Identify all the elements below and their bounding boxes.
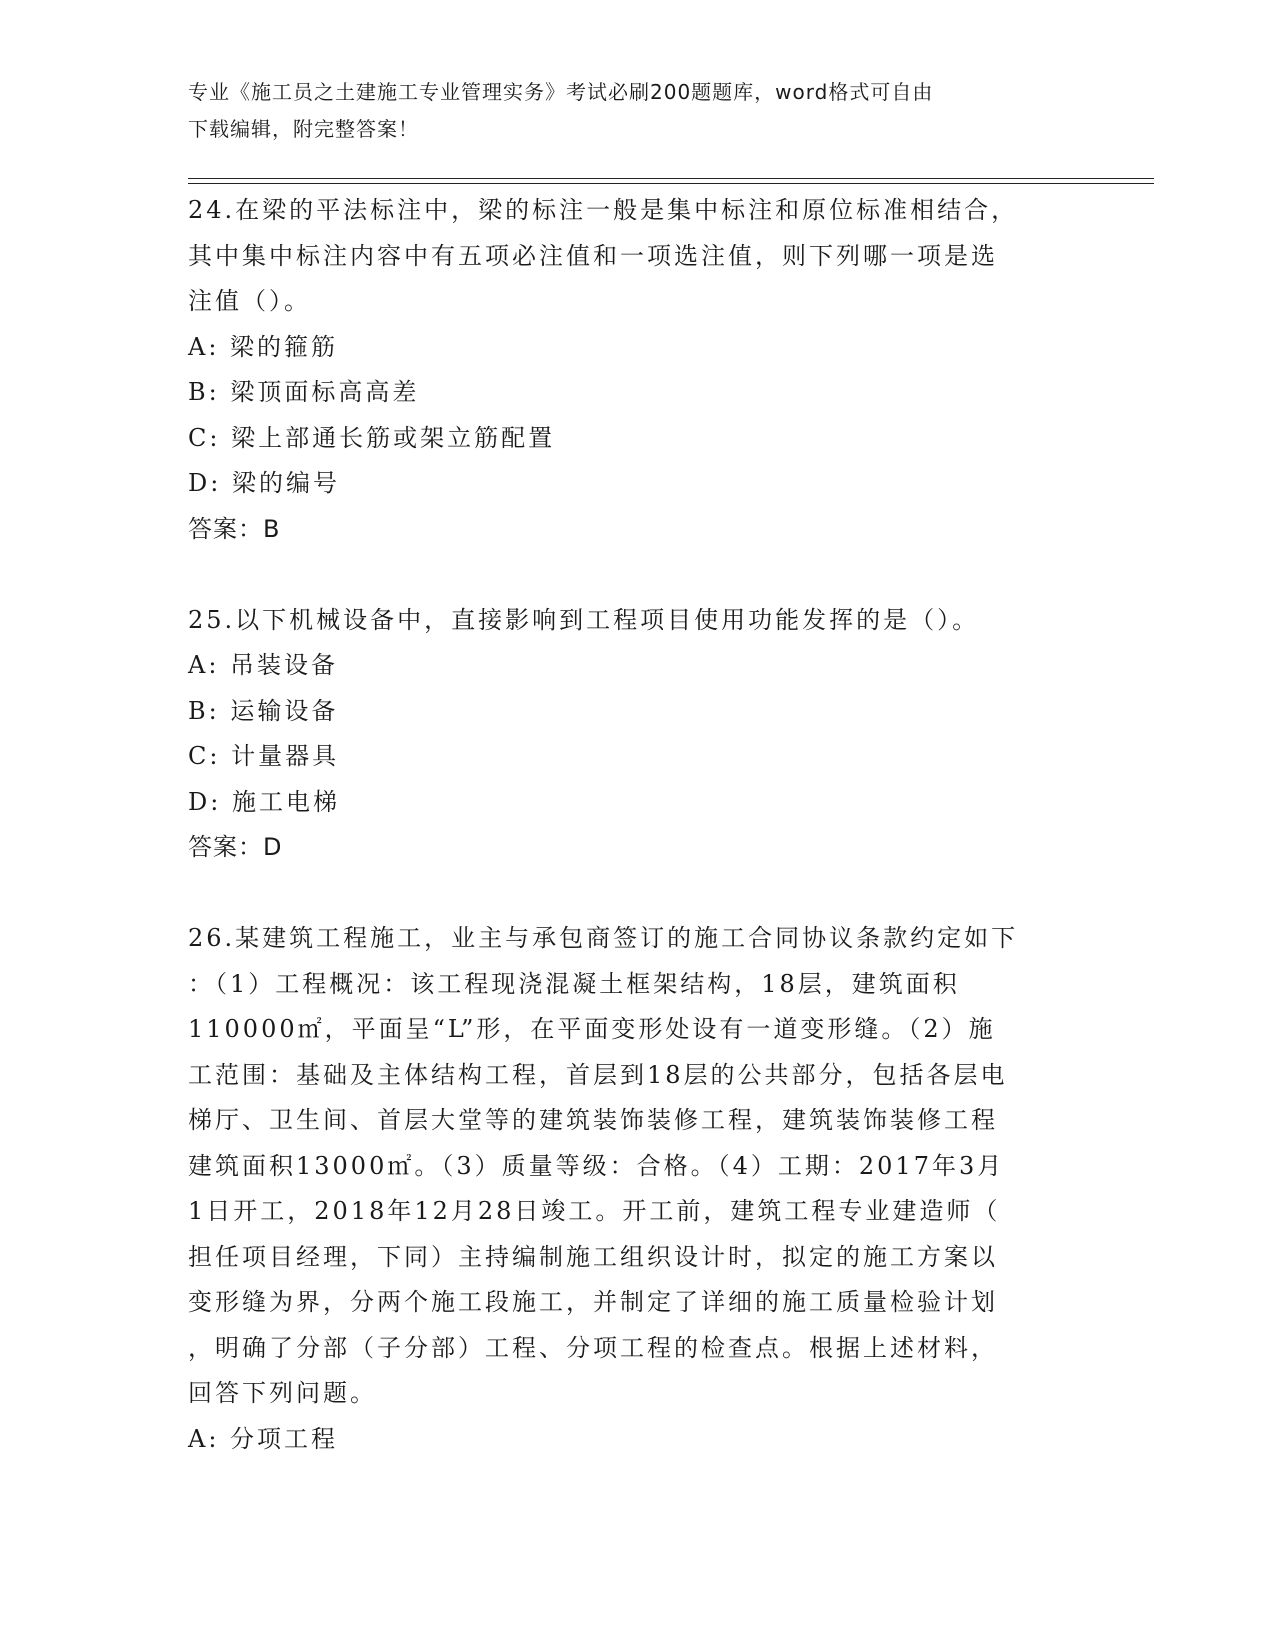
question-text-line: 其中集中标注内容中有五项必注值和一项选注值，则下列哪一项是选	[188, 241, 998, 270]
header-divider-bottom	[188, 183, 1154, 184]
option-d: D: 梁的编号	[188, 469, 340, 497]
question-text-line: 110000㎡，平面呈“L”形，在平面变形处设有一道变形缝。（2）施	[188, 1015, 996, 1043]
option-a: A: 梁的箍筋	[188, 332, 339, 361]
question-text-line: ：（1）工程概况：该工程现浇混凝土框架结构，18层，建筑面积	[188, 969, 960, 998]
option-a: A: 分项工程	[188, 1424, 339, 1453]
question-26	[188, 916, 1088, 1462]
question-text-line: 回答下列问题。	[188, 1379, 377, 1407]
question-text-line: 24.在梁的平法标注中，梁的标注一般是集中标注和原位标准相结合，	[188, 196, 1019, 224]
header-divider-top	[188, 178, 1154, 179]
question-text-line: 建筑面积13000㎡。（3）质量等级：合格。（4）工期：2017年3月	[188, 1151, 1005, 1180]
question-text-line: 1日开工，2018年12月28日竣工。开工前，建筑工程专业建造师（	[188, 1197, 1001, 1225]
question-spacer	[188, 871, 1088, 917]
question-text-line: 变形缝为界，分两个施工段施工，并制定了详细的施工质量检验计划	[188, 1288, 998, 1316]
answer-label: 答案：B	[188, 514, 281, 543]
question-text-line: ，明确了分部（子分部）工程、分项工程的检查点。根据上述材料，	[188, 1333, 998, 1362]
question-25	[188, 598, 1088, 871]
option-b: B: 梁顶面标高高差	[188, 378, 420, 406]
question-text-line: 25.以下机械设备中，直接影响到工程项目使用功能发挥的是（）。	[188, 605, 980, 634]
document-header	[188, 74, 1068, 148]
header-intro-line-2: 下载编辑，附完整答案！	[188, 117, 419, 141]
option-c: C: 梁上部通长筋或架立筋配置	[188, 423, 556, 452]
option-d: D: 施工电梯	[188, 787, 340, 816]
question-spacer	[188, 552, 1088, 598]
question-text-line: 26.某建筑工程施工，业主与承包商签订的施工合同协议条款约定如下	[188, 924, 1019, 952]
question-text-line: 工范围：基础及主体结构工程，首层到18层的公共部分，包括各层电	[188, 1060, 1008, 1089]
option-a: A: 吊装设备	[188, 651, 339, 679]
question-text-line: 梯厅、卫生间、首层大堂等的建筑装饰装修工程，建筑装饰装修工程	[188, 1106, 998, 1134]
question-text-line: 担任项目经理，下同）主持编制施工组织设计时，拟定的施工方案以	[188, 1242, 998, 1271]
question-24	[188, 188, 1088, 552]
answer-label: 答案：D	[188, 833, 283, 861]
header-intro-line-1: 专业《施工员之土建施工专业管理实务》考试必刷200题题库，word格式可自由	[188, 80, 934, 104]
option-b: B: 运输设备	[188, 696, 339, 725]
option-c: C: 计量器具	[188, 742, 340, 770]
question-list	[188, 188, 1088, 1462]
question-text-line: 注值（）。	[188, 287, 311, 315]
